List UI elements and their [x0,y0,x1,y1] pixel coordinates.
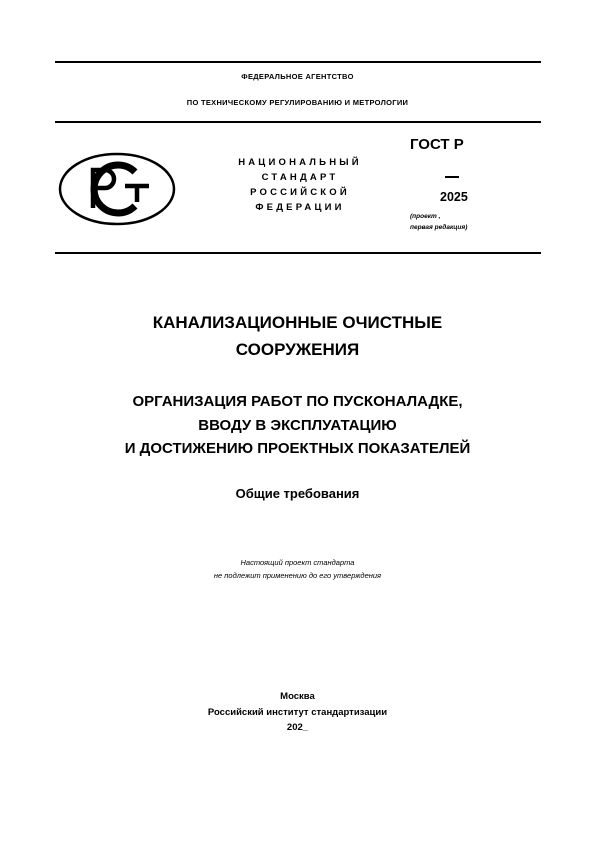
standard-word-4: ФЕДЕРАЦИИ [255,202,345,213]
general-requirements: Общие требования [235,486,360,501]
footer-institute: Российский институт стандартизации [207,707,388,718]
standard-word-2: СТАНДАРТ [261,172,339,183]
designation-number-dash [445,176,459,178]
gost-designation: ГОСТ Р [410,136,464,153]
document-subtitle-line3: И ДОСТИЖЕНИЮ ПРОЕКТНЫХ ПОКАЗАТЕЛЕЙ [124,440,471,457]
header-rule [55,121,541,123]
project-note-line1: Настоящий проект стандарта [240,558,355,567]
rst-logo-icon [57,150,177,228]
rst-certification-logo [57,150,177,233]
draft-note-line2: первая редакция) [410,224,468,231]
designation-year: 2025 [440,190,468,204]
standard-word-1: НАЦИОНАЛЬНЫЙ [238,157,362,168]
document-title-line1: КАНАЛИЗАЦИОННЫЕ ОЧИСТНЫЕ [152,313,443,332]
agency-name-line1: ФЕДЕРАЛЬНОЕ АГЕНТСТВО [241,72,354,81]
document-subtitle-line2: ВВОДУ В ЭКСПЛУАТАЦИЮ [198,417,397,434]
document-subtitle-line1: ОРГАНИЗАЦИЯ РАБОТ ПО ПУСКОНАЛАДКЕ, [132,393,463,410]
footer-city: Москва [280,691,315,702]
masthead-bottom-rule [55,252,541,254]
document-title-line2: СООРУЖЕНИЯ [235,340,360,359]
draft-note-line1: (проект , [410,213,441,220]
agency-name-line2: ПО ТЕХНИЧЕСКОМУ РЕГУЛИРОВАНИЮ И МЕТРОЛОГИИ [186,98,409,107]
footer-year: 202_ [286,722,309,733]
standard-word-3: РОССИЙСКОЙ [250,187,350,198]
top-rule [55,61,541,63]
project-note-line2: не подлежит применению до его утверждения [213,571,382,580]
